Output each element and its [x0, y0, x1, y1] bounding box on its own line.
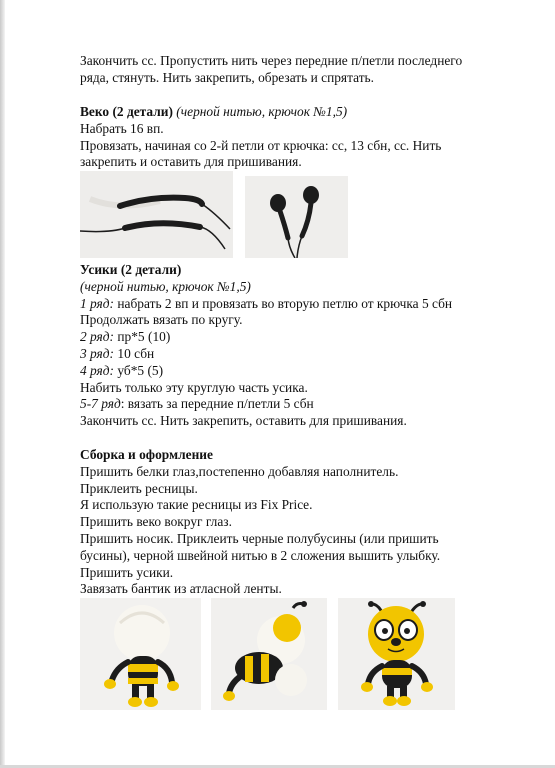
eyelid-note: (черной нитью, крючок №1,5)	[176, 104, 348, 119]
intro-paragraph	[80, 53, 525, 87]
eyelid-line-2: Провязать, начиная со 2-й петли от крючка: сс, 13 сбн, сс. Нить	[80, 137, 442, 153]
intro-line-2: ряда, стянуть. Нить закрепить, обрезать и спрятать.	[80, 69, 375, 85]
assembly-line-4: Пришить веко вокруг глаз.	[80, 514, 232, 530]
antennae-row-1: 1 ряд: набрать 2 вп и провязать во вторую петлю от крючка 5 сбн	[80, 295, 453, 311]
bee-photo-side	[211, 598, 327, 710]
eyelid-heading: Веко (2 детали)	[80, 104, 173, 119]
page-edge-shadow	[0, 0, 5, 768]
antennae-row-5-7: 5-7 ряд: вязать за передние п/петли 5 сбн	[80, 396, 314, 412]
bee-photo-front	[338, 598, 455, 710]
antennae-finish: Закончить сс. Нить закрепить, оставить для пришивания.	[80, 413, 407, 429]
assembly-line-8: Завязать бантик из атласной ленты.	[80, 581, 282, 597]
antennae-stuff-note: Набить только эту круглую часть усика.	[80, 379, 308, 395]
assembly-line-2: Приклеить ресницы.	[80, 480, 198, 496]
assembly-heading: Сборка и оформление	[80, 447, 213, 462]
antennae-row-2: 2 ряд: пр*5 (10)	[80, 329, 171, 345]
assembly-line-6: бусины), черной швейной нитью в 2 сложения вышить улыбку.	[80, 547, 441, 563]
assembly-line-7: Пришить усики.	[80, 564, 174, 580]
assembly-line-1: Пришить белки глаз,постепенно добавляя наполнитель.	[80, 463, 399, 479]
assembly-line-5: Пришить носик. Приклеить черные полубусины (или пришить	[80, 530, 439, 546]
antennae-section	[80, 262, 525, 430]
antennae-row-4: 4 ряд: уб*5 (5)	[80, 362, 164, 378]
antennae-photo	[245, 176, 348, 258]
assembly-section	[80, 447, 525, 598]
eyelid-section	[80, 104, 525, 171]
eyelid-line-3: закрепить и оставить для пришивания.	[80, 154, 302, 170]
bee-photo-back	[80, 598, 201, 710]
assembly-line-3: Я использую такие ресницы из Fix Price.	[80, 497, 313, 513]
antennae-note: (черной нитью, крючок №1,5)	[80, 278, 251, 294]
eyelid-line-1: Набрать 16 вп.	[80, 120, 164, 136]
antennae-row-3: 3 ряд: 10 сбн	[80, 345, 155, 361]
antennae-heading: Усики (2 детали)	[80, 262, 182, 277]
eyelid-photo	[80, 171, 233, 258]
intro-line-1: Закончить сс. Пропустить нить через передние п/петли последнего	[80, 53, 463, 68]
antennae-circle-note: Продолжать вязать по кругу.	[80, 312, 243, 328]
